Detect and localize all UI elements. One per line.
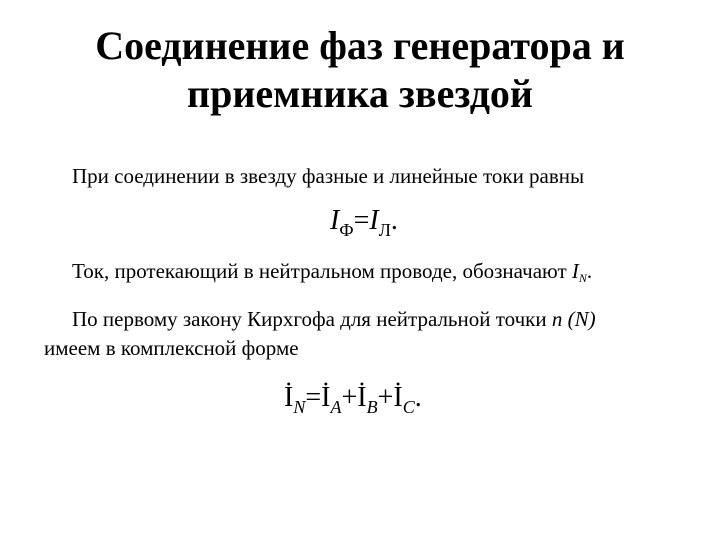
formula2-term-c-sub: C [402, 397, 415, 417]
paragraph-kirchhoff-line-2: имеем в комплексной форме [44, 336, 299, 360]
formula1-sub-phase: Ф [339, 220, 354, 240]
neutral-point-lower: n [551, 307, 563, 331]
slide-title [40, 22, 680, 118]
neutral-current-period: . [586, 259, 593, 283]
neutral-current-symbol: I [571, 259, 579, 283]
kirchhoff-text: По первому закону Кирхгофа для нейтральной точки [72, 307, 547, 331]
title-line-1: Соединение фаз генератора и [95, 23, 625, 68]
title-line-2: приемника звездой [187, 71, 533, 116]
formula2-term-b: İ [357, 382, 367, 413]
neutral-current-symbol-sub: N [578, 271, 587, 285]
formula2-plus-2: + [377, 382, 394, 413]
neutral-current-text: Ток, протекающий в нейтральном проводе, обозначают [72, 259, 567, 283]
neutral-point-upper: (N) [567, 307, 596, 331]
formula1-equals: = [353, 205, 370, 236]
formula1-sub-line: Л [378, 220, 391, 240]
formula2-equals: = [305, 382, 322, 413]
paragraph-kirchhoff-line-1 [72, 306, 596, 332]
paragraph-phase-line-currents: При соединении в звезду фазные и линейные токи равны [72, 164, 585, 188]
formula1-current-2: I [369, 205, 379, 236]
formula2-term-a-sub: A [330, 397, 342, 417]
formula2-lhs-current: İ [284, 382, 294, 413]
formula2-term-c: İ [393, 382, 403, 413]
formula2-term-a: İ [321, 382, 331, 413]
formula1-period: . [390, 205, 398, 236]
paragraph-neutral-current [72, 258, 592, 291]
formula-kirchhoff-complex [284, 382, 422, 423]
formula2-plus-1: + [341, 382, 358, 413]
formula1-current-1: I [330, 205, 340, 236]
formula2-lhs-sub: N [293, 397, 306, 417]
formula-phase-equals-line [330, 205, 398, 246]
formula2-period: . [414, 382, 422, 413]
formula2-term-b-sub: B [366, 397, 378, 417]
